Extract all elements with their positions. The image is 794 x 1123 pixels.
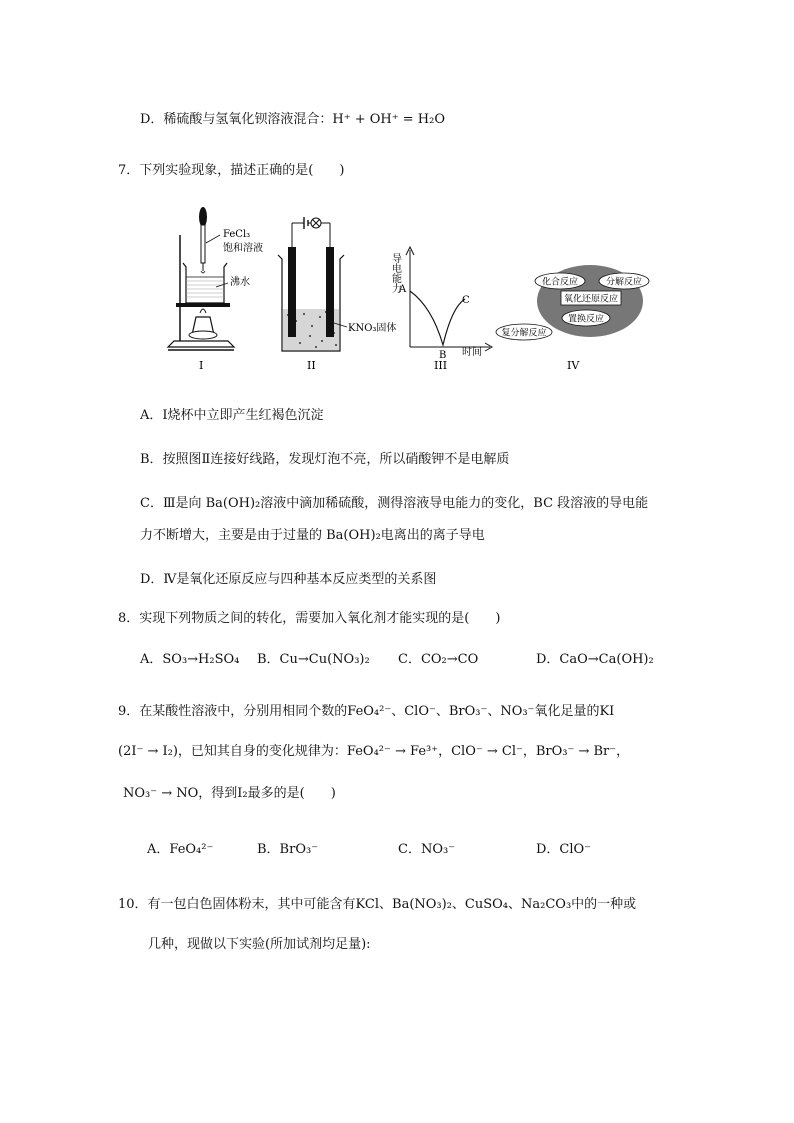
q9-option-d: D．ClO⁻ xyxy=(536,842,592,857)
figure-3-point-b: B xyxy=(439,350,447,361)
figure-3-y-label: 导电能力 xyxy=(389,253,401,293)
figure-4-redox: 氧化还原反应 xyxy=(563,294,619,305)
figure-2-apparatus xyxy=(278,217,396,372)
q7-option-a: A．Ⅰ烧杯中立即产生红褐色沉淀 xyxy=(140,408,324,423)
q9-option-c: C．NO₃⁻ xyxy=(398,842,456,857)
q8-option-c: C．CO₂→CO xyxy=(398,652,479,667)
figure-4-decomposition: 分解反应 xyxy=(605,277,643,288)
figure-1-apparatus xyxy=(168,207,263,372)
q9-option-a: A．FeO₄²⁻ xyxy=(147,842,214,857)
q7-option-d: D．Ⅳ是氧化还原反应与四种基本反应类型的关系图 xyxy=(140,572,437,587)
figure-3-graph xyxy=(390,247,493,372)
figure-2-label: II xyxy=(307,359,316,372)
figure-1-reagent-2: 饱和溶液 xyxy=(223,243,263,254)
figure-1-label: I xyxy=(199,359,204,372)
q9-line3: NO₃⁻ → NO，得到I₂最多的是( ) xyxy=(123,786,336,801)
q8-option-d: D．CaO→Ca(OH)₂ xyxy=(536,652,654,667)
figure-2-solid-label: KNO₃固体 xyxy=(348,323,397,334)
q9-line1: 9．在某酸性溶液中，分别用相同个数的FeO₄²⁻、ClO⁻、BrO₃⁻、NO₃⁻氧化足量的KI xyxy=(118,704,615,719)
figure-3-point-c: C xyxy=(462,295,470,306)
q7-option-c-line2: 力不断增大，主要是由于过量的 Ba(OH)₂电离出的离子导电 xyxy=(140,528,485,543)
q6-option-d: D．稀硫酸与氢氧化钡溶液混合：H⁺ + OH⁺ = H₂O xyxy=(140,112,445,127)
q7-option-b: B．按照图Ⅱ连接好线路，发现灯泡不亮，所以硝酸钾不是电解质 xyxy=(140,452,510,467)
figure-4-double-decomposition: 复分解反应 xyxy=(501,328,547,339)
figure-4-displacement: 置换反应 xyxy=(567,314,605,325)
figure-3-x-label: 时间 xyxy=(462,347,482,358)
q8-option-a: A．SO₃→H₂SO₄ xyxy=(140,652,240,667)
q7-stem: 7．下列实验现象，描述正确的是( ) xyxy=(118,163,345,178)
q8-option-b: B．Cu→Cu(NO₃)₂ xyxy=(257,652,370,667)
figure-4-venn xyxy=(496,265,649,372)
figure-4-combination: 化合反应 xyxy=(541,277,579,288)
q10-line2: 几种，现做以下实验(所加试剂均足量): xyxy=(148,937,371,952)
figure-4-label: IV xyxy=(567,359,580,372)
figure-3-label: III xyxy=(434,359,448,372)
q7-option-c-line1: C．Ⅲ是向 Ba(OH)₂溶液中滴加稀硫酸，测得溶液导电能力的变化，BC 段溶液的导电能 xyxy=(140,496,649,511)
q8-stem: 8．实现下列物质之间的转化，需要加入氧化剂才能实现的是( ) xyxy=(118,611,501,626)
q10-line1: 10．有一包白色固体粉末，其中可能含有KCl、Ba(NO₃)₂、CuSO₄、Na₂CO₃中的一种或 xyxy=(118,897,637,912)
q7-figures xyxy=(0,195,794,385)
q9-line2: (2I⁻ → I₂)，已知其自身的变化规律为：FeO₄²⁻ → Fe³⁺，ClO⁻ → Cl⁻，BrO₃⁻ → Br⁻， xyxy=(118,744,630,759)
figure-1-water-label: 沸水 xyxy=(230,277,250,288)
figure-1-reagent-1: FeCl₃ xyxy=(223,229,251,240)
q9-option-b: B．BrO₃⁻ xyxy=(257,842,319,857)
figure-3-point-a: A xyxy=(399,284,407,295)
